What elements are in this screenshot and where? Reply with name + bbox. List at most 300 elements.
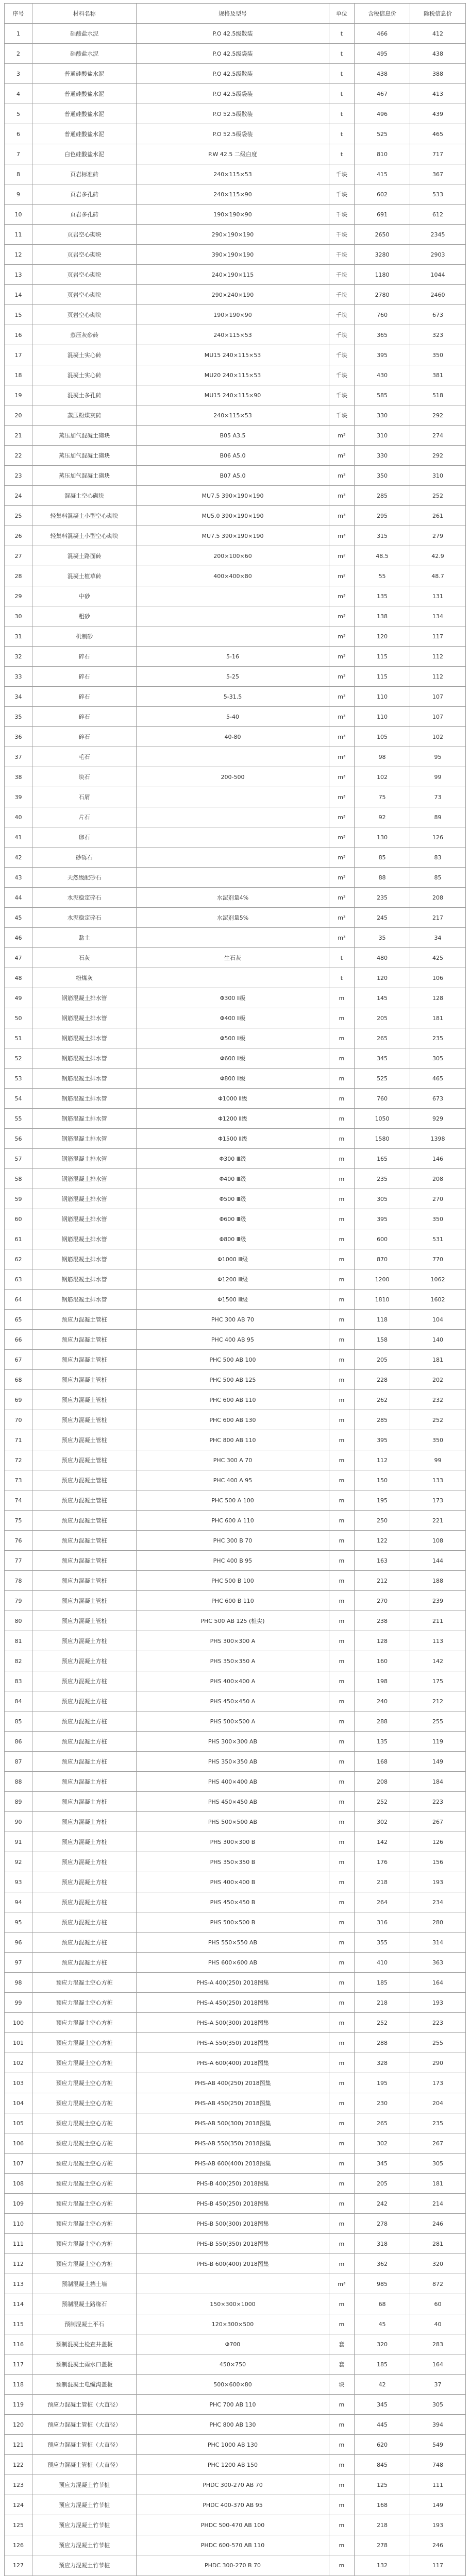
cell-material-name: 钢筋混凝土排水管	[32, 1069, 136, 1089]
cell-spec: Φ1200 Ⅲ级	[137, 1269, 329, 1290]
cell-price-without-tax: 113	[410, 1631, 466, 1651]
cell-price-without-tax: 367	[410, 164, 466, 184]
cell-unit: 千块	[329, 245, 354, 265]
cell-spec: 150×300×1000	[137, 2294, 329, 2314]
cell-price-with-tax: 415	[355, 164, 410, 184]
table-row	[5, 1089, 466, 1109]
cell-material-name: 钢筋混凝土排水管	[32, 1089, 136, 1109]
cell-price-with-tax: 445	[355, 2415, 410, 2435]
cell-material-name: 预应力混凝土方桩	[32, 1812, 136, 1832]
cell-price-without-tax: 279	[410, 526, 466, 546]
cell-serial: 19	[5, 385, 32, 405]
table-row	[5, 1048, 466, 1069]
cell-spec: 200-500	[137, 767, 329, 787]
cell-unit: t	[329, 144, 354, 164]
cell-serial: 105	[5, 2113, 32, 2133]
table-row	[5, 2274, 466, 2294]
cell-price-with-tax: 362	[355, 2254, 410, 2274]
cell-material-name: 混凝土路面砖	[32, 546, 136, 566]
table-row	[5, 1852, 466, 1872]
cell-serial: 26	[5, 526, 32, 546]
cell-serial: 115	[5, 2314, 32, 2334]
table-row	[5, 827, 466, 848]
cell-unit: m	[329, 1370, 354, 1390]
cell-spec: PHS 450×450 AB	[137, 1792, 329, 1812]
cell-price-without-tax: 181	[410, 1350, 466, 1370]
cell-price-with-tax: 68	[355, 2294, 410, 2314]
cell-serial: 64	[5, 1290, 32, 1310]
cell-material-name: 混凝土实心砖	[32, 365, 136, 385]
cell-spec: Φ700	[137, 2334, 329, 2354]
cell-unit: m	[329, 1953, 354, 1973]
cell-spec: PHS-AB 500(300) 2018图集	[137, 2113, 329, 2133]
cell-material-name: 预应力混凝土管桩	[32, 1450, 136, 1470]
cell-serial: 27	[5, 546, 32, 566]
cell-material-name: 预应力混凝土方桩	[32, 1792, 136, 1812]
cell-material-name: 预应力混凝土空心方桩	[32, 2254, 136, 2274]
cell-serial: 76	[5, 1531, 32, 1551]
header-material-name: 材料名称	[32, 4, 136, 24]
cell-spec: PHS-AB 400(250) 2018图集	[137, 2073, 329, 2093]
cell-price-without-tax: 208	[410, 1169, 466, 1189]
cell-price-with-tax: 320	[355, 2334, 410, 2354]
cell-spec: Φ400 Ⅲ级	[137, 1169, 329, 1189]
cell-unit: m³	[329, 888, 354, 908]
cell-price-without-tax: 188	[410, 1571, 466, 1591]
cell-price-without-tax: 89	[410, 807, 466, 827]
cell-price-without-tax: 117	[410, 2555, 466, 2575]
table-row	[5, 546, 466, 566]
cell-spec: 240×190×115	[137, 265, 329, 285]
cell-material-name: 预应力混凝土方桩	[32, 1711, 136, 1732]
cell-serial: 127	[5, 2555, 32, 2575]
table-row	[5, 888, 466, 908]
cell-price-without-tax: 270	[410, 1189, 466, 1209]
cell-price-without-tax: 175	[410, 1671, 466, 1691]
cell-spec: Φ1000 Ⅲ级	[137, 1249, 329, 1269]
cell-price-without-tax: 211	[410, 1611, 466, 1631]
cell-spec: PHC 500 AB 125 (桩尖)	[137, 1611, 329, 1631]
cell-price-with-tax: 691	[355, 205, 410, 225]
table-row	[5, 205, 466, 225]
cell-unit: m³	[329, 667, 354, 687]
cell-serial: 62	[5, 1249, 32, 1269]
cell-spec: P.O 42.5级袋装	[137, 84, 329, 104]
cell-material-name: 石灰	[32, 948, 136, 968]
cell-price-with-tax: 75	[355, 787, 410, 807]
cell-price-without-tax: 234	[410, 1892, 466, 1912]
table-row	[5, 988, 466, 1008]
cell-price-without-tax: 267	[410, 1812, 466, 1832]
cell-unit: m	[329, 2214, 354, 2234]
cell-spec	[137, 868, 329, 888]
cell-spec: PHS 500×500 A	[137, 1711, 329, 1732]
cell-unit: m	[329, 2435, 354, 2455]
cell-material-name: 硅酸盐水泥	[32, 24, 136, 44]
cell-price-with-tax: 135	[355, 586, 410, 606]
cell-price-with-tax: 310	[355, 426, 410, 446]
cell-serial: 49	[5, 988, 32, 1008]
cell-serial: 97	[5, 1953, 32, 1973]
cell-serial: 17	[5, 345, 32, 365]
table-row	[5, 1310, 466, 1330]
cell-spec: 200×100×60	[137, 546, 329, 566]
cell-spec: Φ1500 Ⅱ级	[137, 1129, 329, 1149]
cell-price-without-tax: 1398	[410, 1129, 466, 1149]
cell-material-name: 预应力混凝土空心方桩	[32, 1973, 136, 1993]
cell-spec	[137, 807, 329, 827]
cell-price-with-tax: 185	[355, 1973, 410, 1993]
cell-serial: 42	[5, 848, 32, 868]
cell-price-without-tax: 60	[410, 2294, 466, 2314]
cell-price-without-tax: 439	[410, 104, 466, 124]
cell-unit: m	[329, 1752, 354, 1772]
table-row	[5, 2334, 466, 2354]
cell-price-with-tax: 2780	[355, 285, 410, 305]
cell-price-with-tax: 302	[355, 1812, 410, 1832]
table-row	[5, 2314, 466, 2334]
cell-spec: MU7.5 390×190×190	[137, 486, 329, 506]
cell-material-name: 预应力混凝土方桩	[32, 1912, 136, 1933]
cell-spec: B06 A5.0	[137, 446, 329, 466]
cell-serial: 112	[5, 2254, 32, 2274]
cell-unit: m	[329, 1430, 354, 1450]
cell-price-without-tax: 438	[410, 44, 466, 64]
table-row	[5, 1933, 466, 1953]
material-price-table	[4, 3, 466, 2576]
cell-unit: m	[329, 2154, 354, 2174]
cell-price-with-tax: 102	[355, 767, 410, 787]
cell-price-with-tax: 145	[355, 988, 410, 1008]
cell-unit: m	[329, 2093, 354, 2113]
cell-serial: 3	[5, 64, 32, 84]
cell-price-with-tax: 205	[355, 1350, 410, 1370]
cell-serial: 90	[5, 1812, 32, 1832]
table-row	[5, 2113, 466, 2133]
table-row	[5, 1229, 466, 1249]
cell-material-name: 页岩多孔砖	[32, 205, 136, 225]
cell-material-name: 石屑	[32, 787, 136, 807]
table-row	[5, 1571, 466, 1591]
cell-unit: m	[329, 2495, 354, 2515]
cell-price-with-tax: 288	[355, 2033, 410, 2053]
table-row	[5, 1028, 466, 1048]
cell-price-with-tax: 760	[355, 1089, 410, 1109]
table-row	[5, 1129, 466, 1149]
cell-unit: m	[329, 1591, 354, 1611]
cell-price-without-tax: 1602	[410, 1290, 466, 1310]
cell-serial: 121	[5, 2435, 32, 2455]
cell-price-without-tax: 106	[410, 968, 466, 988]
cell-price-with-tax: 395	[355, 345, 410, 365]
cell-unit: m	[329, 1611, 354, 1631]
cell-price-with-tax: 130	[355, 827, 410, 848]
cell-unit: m	[329, 2455, 354, 2475]
cell-unit: m	[329, 988, 354, 1008]
cell-price-without-tax: 252	[410, 486, 466, 506]
cell-unit: m	[329, 2194, 354, 2214]
cell-spec: PHC 1200 AB 150	[137, 2455, 329, 2475]
cell-spec: Φ400 Ⅱ级	[137, 1008, 329, 1028]
cell-price-without-tax: 133	[410, 1470, 466, 1490]
cell-spec: 生石灰	[137, 948, 329, 968]
cell-spec: PHS-B 450(250) 2018图集	[137, 2194, 329, 2214]
cell-price-without-tax: 310	[410, 466, 466, 486]
table-row	[5, 426, 466, 446]
cell-price-without-tax: 223	[410, 1792, 466, 1812]
cell-unit: m	[329, 1149, 354, 1169]
table-row	[5, 486, 466, 506]
cell-material-name: 毛石	[32, 747, 136, 767]
cell-material-name: 预制混凝土挡土墙	[32, 2274, 136, 2294]
cell-spec: 390×190×190	[137, 245, 329, 265]
cell-price-with-tax: 430	[355, 365, 410, 385]
cell-material-name: 混凝土多孔砖	[32, 385, 136, 405]
cell-material-name: 页岩空心砌块	[32, 285, 136, 305]
cell-unit: m³	[329, 506, 354, 526]
cell-material-name: 预应力混凝土管桩（大直径）	[32, 2435, 136, 2455]
cell-spec	[137, 968, 329, 988]
cell-spec: PHS 300×300 A	[137, 1631, 329, 1651]
cell-price-without-tax: 73	[410, 787, 466, 807]
cell-price-with-tax: 105	[355, 727, 410, 747]
cell-price-without-tax: 221	[410, 1511, 466, 1531]
cell-price-with-tax: 602	[355, 184, 410, 205]
cell-unit: m	[329, 1129, 354, 1149]
cell-price-with-tax: 328	[355, 2053, 410, 2073]
cell-price-without-tax: 99	[410, 767, 466, 787]
cell-price-with-tax: 55	[355, 566, 410, 586]
table-row	[5, 626, 466, 647]
cell-serial: 36	[5, 727, 32, 747]
cell-serial: 32	[5, 647, 32, 667]
cell-price-with-tax: 138	[355, 606, 410, 626]
cell-unit: m	[329, 2515, 354, 2535]
cell-serial: 21	[5, 426, 32, 446]
table-row	[5, 1269, 466, 1290]
cell-serial: 86	[5, 1732, 32, 1752]
cell-material-name: 蒸压加气混凝土砌块	[32, 446, 136, 466]
cell-unit: m³	[329, 807, 354, 827]
table-row	[5, 144, 466, 164]
cell-price-without-tax: 214	[410, 2194, 466, 2214]
cell-spec: PHC 500 AB 125	[137, 1370, 329, 1390]
cell-spec: Φ300 Ⅱ级	[137, 988, 329, 1008]
cell-price-with-tax: 265	[355, 2113, 410, 2133]
cell-serial: 119	[5, 2395, 32, 2415]
cell-unit: t	[329, 84, 354, 104]
cell-price-without-tax: 350	[410, 345, 466, 365]
cell-price-with-tax: 115	[355, 667, 410, 687]
table-row	[5, 948, 466, 968]
cell-price-without-tax: 212	[410, 1691, 466, 1711]
cell-serial: 8	[5, 164, 32, 184]
table-row	[5, 2495, 466, 2515]
cell-serial: 99	[5, 1993, 32, 2013]
cell-price-with-tax: 410	[355, 1953, 410, 1973]
cell-price-with-tax: 122	[355, 1531, 410, 1551]
cell-unit: m	[329, 1691, 354, 1711]
cell-material-name: 碎石	[32, 667, 136, 687]
cell-spec: B05 A3.5	[137, 426, 329, 446]
table-row	[5, 1069, 466, 1089]
cell-material-name: 轻集料混凝土小型空心砌块	[32, 506, 136, 526]
cell-serial: 38	[5, 767, 32, 787]
cell-spec: PHS 500×500 B	[137, 1912, 329, 1933]
cell-unit: m	[329, 1048, 354, 1069]
cell-serial: 41	[5, 827, 32, 848]
cell-price-with-tax: 128	[355, 1631, 410, 1651]
cell-spec: PHC 600 AB 110	[137, 1390, 329, 1410]
cell-price-with-tax: 985	[355, 2274, 410, 2294]
table-row	[5, 164, 466, 184]
cell-price-without-tax: 164	[410, 2354, 466, 2375]
table-row	[5, 606, 466, 626]
table-row	[5, 908, 466, 928]
cell-material-name: 预应力混凝土管桩	[32, 1390, 136, 1410]
cell-unit: 千块	[329, 405, 354, 426]
cell-spec: 5-25	[137, 667, 329, 687]
cell-price-without-tax: 144	[410, 1551, 466, 1571]
cell-material-name: 页岩空心砌块	[32, 265, 136, 285]
table-row	[5, 687, 466, 707]
table-row	[5, 2455, 466, 2475]
cell-spec: 240×115×90	[137, 184, 329, 205]
cell-price-without-tax: 140	[410, 1330, 466, 1350]
table-row	[5, 2053, 466, 2073]
table-row	[5, 2354, 466, 2375]
table-row	[5, 2194, 466, 2214]
cell-material-name: 页岩空心砌块	[32, 245, 136, 265]
cell-spec: PHDC 600-570 AB 110	[137, 2535, 329, 2555]
cell-serial: 13	[5, 265, 32, 285]
cell-price-without-tax: 533	[410, 184, 466, 205]
table-row	[5, 2133, 466, 2154]
cell-material-name: 块石	[32, 767, 136, 787]
cell-price-without-tax: 323	[410, 325, 466, 345]
cell-price-with-tax: 112	[355, 1450, 410, 1470]
cell-price-with-tax: 132	[355, 2555, 410, 2575]
cell-serial: 52	[5, 1048, 32, 1069]
cell-price-without-tax: 108	[410, 1531, 466, 1551]
cell-price-with-tax: 870	[355, 1249, 410, 1269]
cell-price-without-tax: 770	[410, 1249, 466, 1269]
cell-price-without-tax: 149	[410, 1752, 466, 1772]
table-row	[5, 2093, 466, 2113]
cell-serial: 43	[5, 868, 32, 888]
cell-material-name: 水泥稳定碎石	[32, 888, 136, 908]
cell-serial: 78	[5, 1571, 32, 1591]
cell-serial: 96	[5, 1933, 32, 1953]
cell-price-without-tax: 126	[410, 827, 466, 848]
table-row	[5, 2475, 466, 2495]
cell-serial: 47	[5, 948, 32, 968]
cell-price-with-tax: 168	[355, 2495, 410, 2515]
cell-unit: m	[329, 1290, 354, 1310]
cell-spec: PHS 400×400 AB	[137, 1772, 329, 1792]
cell-serial: 22	[5, 446, 32, 466]
cell-price-with-tax: 235	[355, 1169, 410, 1189]
cell-price-with-tax: 150	[355, 1470, 410, 1490]
cell-unit: m³	[329, 626, 354, 647]
cell-price-with-tax: 88	[355, 868, 410, 888]
cell-price-with-tax: 760	[355, 305, 410, 325]
cell-price-without-tax: 381	[410, 365, 466, 385]
cell-price-without-tax: 1062	[410, 1269, 466, 1290]
cell-serial: 12	[5, 245, 32, 265]
cell-unit: t	[329, 968, 354, 988]
cell-material-name: 预应力混凝土空心方桩	[32, 2133, 136, 2154]
cell-price-with-tax: 316	[355, 1912, 410, 1933]
cell-material-name: 预应力混凝土方桩	[32, 1953, 136, 1973]
cell-spec: 水泥剂量4%	[137, 888, 329, 908]
cell-price-with-tax: 242	[355, 2194, 410, 2214]
cell-material-name: 预应力混凝土管桩	[32, 1531, 136, 1551]
cell-price-without-tax: 42.9	[410, 546, 466, 566]
cell-serial: 39	[5, 787, 32, 807]
cell-price-without-tax: 252	[410, 1410, 466, 1430]
cell-serial: 110	[5, 2214, 32, 2234]
cell-material-name: 卵石	[32, 827, 136, 848]
cell-material-name: 预应力混凝土管桩	[32, 1430, 136, 1450]
cell-price-with-tax: 278	[355, 2535, 410, 2555]
cell-material-name: 砂砾石	[32, 848, 136, 868]
table-row	[5, 2154, 466, 2174]
cell-spec: PHC 400 B 95	[137, 1551, 329, 1571]
cell-serial: 15	[5, 305, 32, 325]
cell-price-with-tax: 330	[355, 405, 410, 426]
cell-unit: m	[329, 2053, 354, 2073]
cell-spec: PHS 450×450 A	[137, 1691, 329, 1711]
cell-price-with-tax: 466	[355, 24, 410, 44]
cell-price-without-tax: 425	[410, 948, 466, 968]
cell-unit: m	[329, 2254, 354, 2274]
table-row	[5, 807, 466, 827]
cell-material-name: 预应力混凝土竹节桩	[32, 2515, 136, 2535]
table-row	[5, 2214, 466, 2234]
cell-spec: PHC 1000 AB 130	[137, 2435, 329, 2455]
cell-price-with-tax: 205	[355, 2174, 410, 2194]
cell-material-name: 预应力混凝土管桩	[32, 1330, 136, 1350]
cell-material-name: 中砂	[32, 586, 136, 606]
cell-price-with-tax: 218	[355, 1872, 410, 1892]
cell-price-with-tax: 302	[355, 2133, 410, 2154]
cell-spec	[137, 787, 329, 807]
cell-serial: 102	[5, 2053, 32, 2073]
cell-material-name: 普通硅酸盐水泥	[32, 84, 136, 104]
cell-unit: t	[329, 64, 354, 84]
cell-price-without-tax: 173	[410, 1490, 466, 1511]
cell-unit: m	[329, 1772, 354, 1792]
table-row	[5, 767, 466, 787]
cell-material-name: 普通硅酸盐水泥	[32, 64, 136, 84]
cell-material-name: 普通硅酸盐水泥	[32, 104, 136, 124]
cell-material-name: 页岩标准砖	[32, 164, 136, 184]
cell-price-without-tax: 320	[410, 2254, 466, 2274]
cell-spec: PHS-A 450(250) 2018图集	[137, 1993, 329, 2013]
cell-price-without-tax: 350	[410, 1430, 466, 1450]
cell-price-without-tax: 112	[410, 667, 466, 687]
cell-serial: 35	[5, 707, 32, 727]
cell-price-without-tax: 292	[410, 446, 466, 466]
cell-price-without-tax: 2345	[410, 225, 466, 245]
cell-serial: 10	[5, 205, 32, 225]
table-row	[5, 365, 466, 385]
cell-unit: m³	[329, 827, 354, 848]
cell-unit: m	[329, 1631, 354, 1651]
cell-price-without-tax: 239	[410, 1591, 466, 1611]
cell-price-without-tax: 107	[410, 707, 466, 727]
